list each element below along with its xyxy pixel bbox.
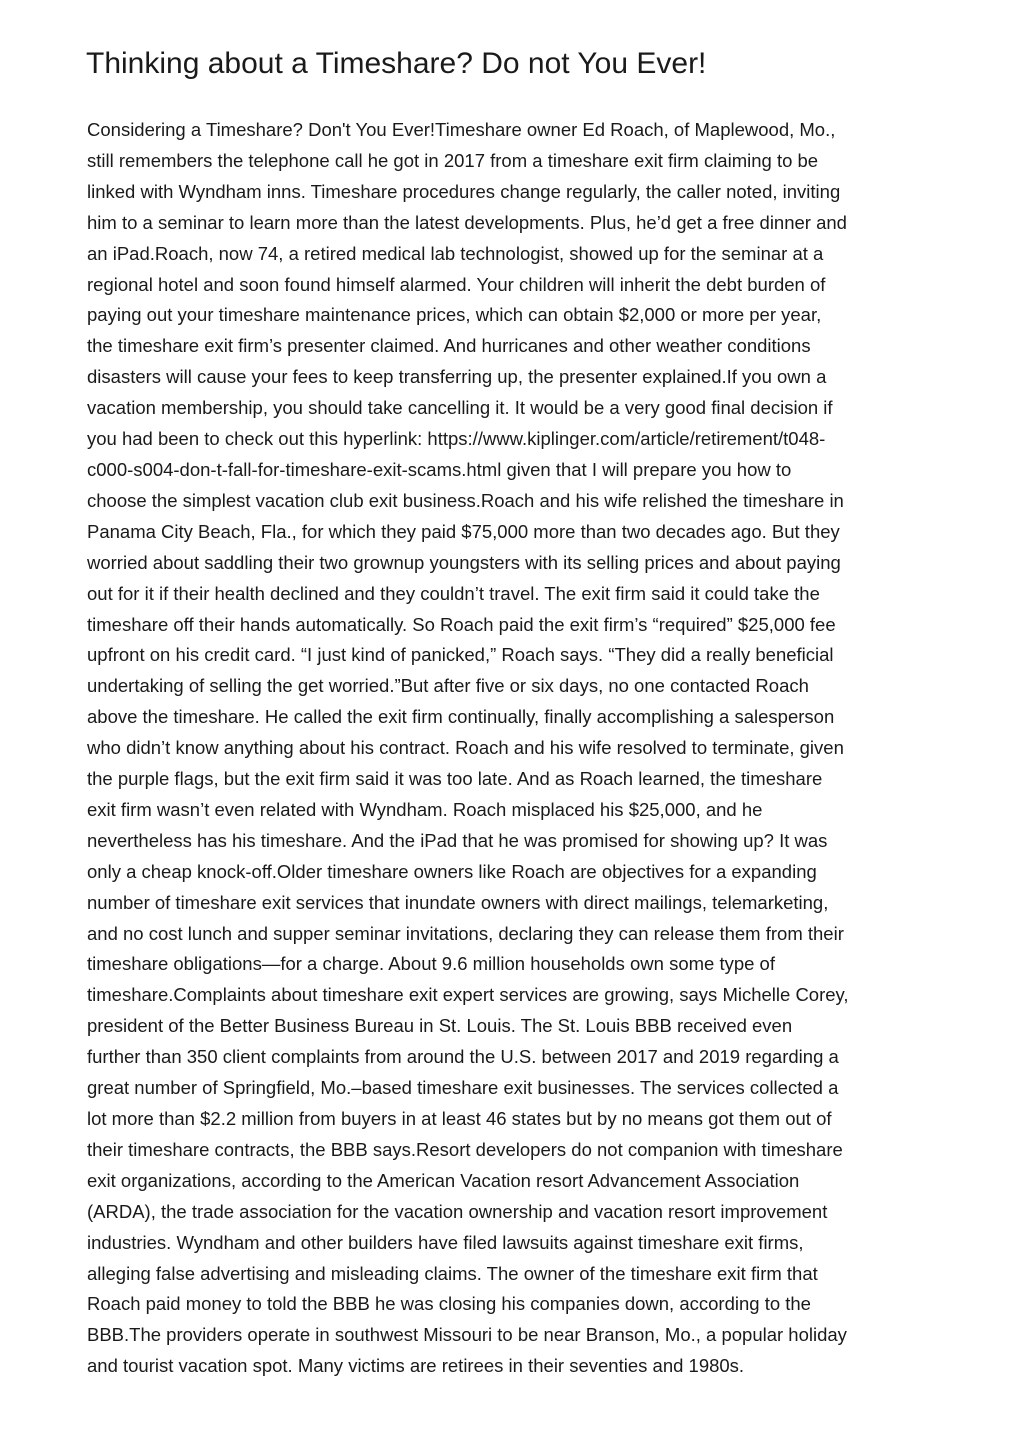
article-line: the timeshare exit firm’s presenter claimed. And hurricanes and other weather conditions	[87, 335, 811, 357]
article-line: linked with Wyndham inns. Timeshare procedures change regularly, the caller noted, inviting	[87, 180, 841, 202]
article-line: number of timeshare exit services that inundate owners with direct mailings, telemarketing,	[87, 891, 829, 913]
article-line: regional hotel and soon found himself alarmed. Your children will inherit the debt burden of	[87, 273, 826, 295]
article-line: disasters will cause your fees to keep transferring up, the presenter explained.If you own a	[87, 366, 827, 388]
article-line: and tourist vacation spot. Many victims are retirees in their seventies and 1980s.	[87, 1355, 745, 1377]
article-line: out for it if their health declined and they couldn’t travel. The exit firm said it could take the	[87, 582, 820, 604]
article-line: and no cost lunch and supper seminar invitations, declaring they can release them from their	[87, 922, 844, 944]
article-line: Roach paid money to told the BBB he was closing his companies down, according to the	[87, 1293, 811, 1315]
article-line: great number of Springfield, Mo.–based timeshare exit businesses. The services collected a	[87, 1077, 839, 1099]
article-line: BBB.The providers operate in southwest Missouri to be near Branson, Mo., a popular holiday	[87, 1324, 847, 1346]
article-line: undertaking of selling the get worried.”But after five or six days, no one contacted Roach	[87, 675, 809, 697]
document-title: Thinking about a Timeshare? Do not You Ever!	[86, 47, 707, 80]
article-line: vacation membership, you should take cancelling it. It would be a very good final decision if	[87, 397, 833, 419]
article-line: exit organizations, according to the American Vacation resort Advancement Association	[87, 1169, 800, 1191]
article-line: nevertheless has his timeshare. And the iPad that he was promised for showing up? It was	[87, 829, 828, 851]
article-line: exit firm wasn’t even related with Wyndham. Roach misplaced his $25,000, and he	[87, 798, 763, 820]
article-line: still remembers the telephone call he got in 2017 from a timeshare exit firm claiming to be	[87, 149, 819, 171]
article-line: worried about saddling their two grownup youngsters with its selling prices and about paying	[87, 551, 841, 573]
article-line: lot more than $2.2 million from buyers in at least 46 states but by no means got them out of	[87, 1108, 832, 1129]
article-line: Panama City Beach, Fla., for which they paid $75,000 more than two decades ago. But they	[87, 520, 840, 542]
article-line: (ARDA), the trade association for the vacation ownership and vacation resort improvement	[87, 1200, 828, 1222]
article-line: who didn’t know anything about his contract. Roach and his wife resolved to terminate, given	[87, 737, 844, 759]
article-line: him to a seminar to learn more than the latest developments. Plus, he’d get a free dinner and	[87, 211, 847, 233]
article-line: timeshare obligations—for a charge. About 9.6 million households own some type of	[87, 953, 775, 975]
article-body	[87, 115, 947, 1382]
article-line: you had been to check out this hyperlink: https://www.kiplinger.com/article/retirement/t048-	[87, 428, 826, 450]
article-line: alleging false advertising and misleading claims. The owner of the timeshare exit firm that	[87, 1262, 818, 1284]
article-line: their timeshare contracts, the BBB says.Resort developers do not companion with timeshare	[87, 1138, 843, 1160]
article-line: c000-s004-don-t-fall-for-timeshare-exit-scams.html given that I will prepare you how to	[87, 458, 792, 480]
article-line: industries. Wyndham and other builders have filed lawsuits against timeshare exit firms,	[87, 1231, 804, 1253]
article-line: upfront on his credit card. “I just kind of panicked,” Roach says. “They did a really beneficial	[87, 644, 834, 666]
article-line: timeshare.Complaints about timeshare exit expert services are growing, says Michelle Corey,	[87, 984, 849, 1006]
article-line: above the timeshare. He called the exit firm continually, finally accomplishing a salesperson	[87, 706, 835, 728]
article-line: timeshare off their hands automatically. So Roach paid the exit firm’s “required” $25,000 fee	[87, 613, 836, 635]
article-line: Considering a Timeshare? Don't You Ever!Timeshare owner Ed Roach, of Maplewood, Mo.,	[87, 119, 836, 140]
article-line: president of the Better Business Bureau in St. Louis. The St. Louis BBB received even	[87, 1015, 793, 1037]
article-line: only a cheap knock-off.Older timeshare owners like Roach are objectives for a expanding	[87, 860, 817, 882]
article-line: the purple flags, but the exit firm said it was too late. And as Roach learned, the timeshare	[87, 768, 823, 790]
article-line: choose the simplest vacation club exit business.Roach and his wife relished the timeshare in	[87, 489, 844, 511]
article-line: further than 350 client complaints from around the U.S. between 2017 and 2019 regarding a	[87, 1046, 839, 1068]
article-line: paying out your timeshare maintenance prices, which can obtain $2,000 or more per year,	[87, 304, 822, 326]
article-line: an iPad.Roach, now 74, a retired medical lab technologist, showed up for the seminar at a	[87, 242, 824, 264]
